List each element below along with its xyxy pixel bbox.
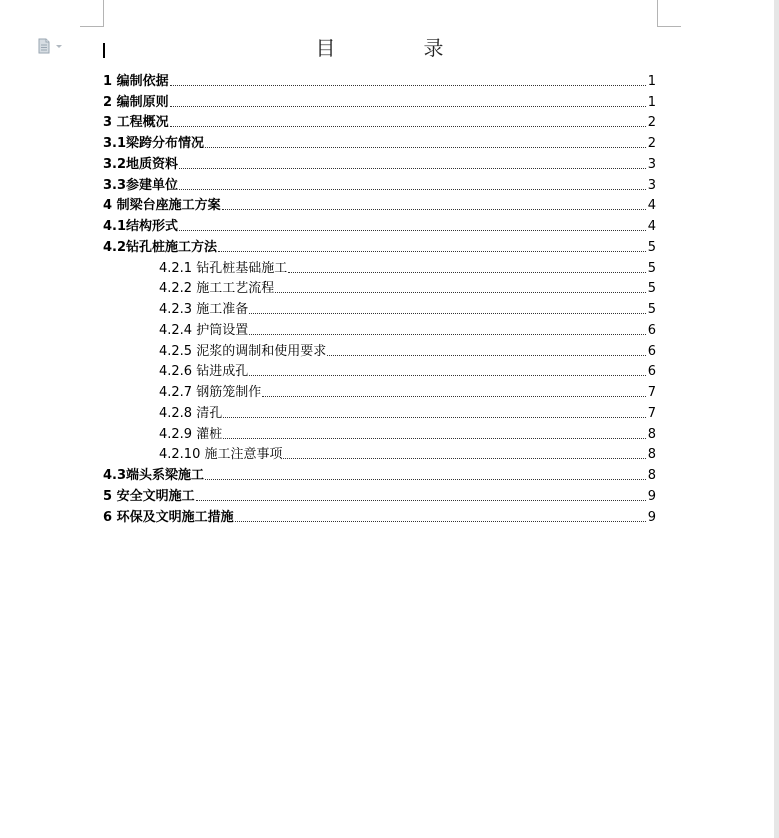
- toc-entry-label: 4.2.3 施工准备: [159, 302, 249, 317]
- page-margin-marker-top-right: [657, 0, 681, 27]
- toc-entry-page-number: 5: [647, 260, 656, 276]
- toc-entry-page-number: 5: [647, 239, 656, 255]
- toc-leader-dots: [327, 354, 646, 356]
- toc-entry-label: 4.2.9 灌桩: [159, 426, 223, 442]
- toc-entry-label: 1 编制依据: [103, 73, 169, 89]
- toc-leader-dots: [170, 125, 646, 127]
- toc-entry-page-number: 4: [647, 219, 656, 234]
- toc-entry-page-number: 3: [647, 156, 656, 172]
- toc-entry-label: 4.2.4 护筒设置: [159, 322, 249, 338]
- toc-entry[interactable]: [103, 505, 656, 526]
- document-icon: [36, 38, 66, 54]
- toc-entry[interactable]: [103, 131, 656, 152]
- toc-entry[interactable]: [103, 463, 656, 484]
- toc-entry[interactable]: [103, 152, 656, 173]
- toc-leader-dots: [288, 271, 646, 273]
- toc-entry-label: 3.1梁跨分布情况: [103, 136, 205, 151]
- toc-leader-dots: [179, 188, 646, 190]
- toc-entry-page-number: 2: [647, 136, 656, 151]
- page-edge-shadow: [774, 0, 779, 838]
- toc-entry-label: 4.2.1 钻孔桩基础施工: [159, 260, 288, 276]
- toc-entry[interactable]: [103, 484, 656, 505]
- toc-entry-page-number: 6: [647, 343, 656, 359]
- toc-entry-page-number: 4: [647, 198, 656, 214]
- toc-leader-dots: [179, 229, 646, 231]
- toc-leader-dots: [249, 374, 646, 376]
- toc-entry-page-number: 3: [647, 177, 656, 193]
- toc-entry-page-number: 2: [647, 115, 656, 131]
- toc-leader-dots: [275, 291, 646, 293]
- toc-entry[interactable]: [103, 235, 656, 256]
- toc-entry[interactable]: [103, 401, 656, 422]
- toc-leader-dots: [170, 84, 646, 86]
- toc-entry[interactable]: [103, 277, 656, 298]
- toc-entry-label: 6 环保及文明施工措施: [103, 509, 234, 525]
- toc-entry-page-number: 1: [647, 73, 656, 89]
- table-of-contents: [103, 69, 656, 526]
- toc-entry-page-number: 8: [647, 447, 656, 463]
- toc-entry-page-number: 9: [647, 509, 656, 525]
- toc-leader-dots: [262, 395, 646, 397]
- toc-entry-page-number: 5: [647, 281, 656, 297]
- toc-leader-dots: [196, 499, 646, 501]
- toc-entry-label: 3.3参建单位: [103, 177, 179, 193]
- toc-entry-label: 4.2.7 钢筋笼制作: [159, 385, 262, 400]
- toc-entry-page-number: 8: [647, 426, 656, 442]
- toc-leader-dots: [170, 105, 646, 107]
- toc-entry-page-number: 6: [647, 364, 656, 380]
- toc-leader-dots: [205, 146, 646, 148]
- chevron-down-icon: [56, 45, 62, 48]
- toc-entry-page-number: 1: [647, 94, 656, 110]
- toc-entry-label: 4.2钻孔桩施工方法: [103, 239, 218, 255]
- toc-leader-dots: [179, 167, 646, 169]
- toc-entry-label: 3 工程概况: [103, 115, 169, 131]
- toc-entry[interactable]: [103, 339, 656, 360]
- toc-leader-dots: [205, 478, 646, 480]
- toc-entry[interactable]: [103, 380, 656, 401]
- toc-entry-label: 4.2.5 泥浆的调制和使用要求: [159, 343, 327, 359]
- toc-entry-page-number: 8: [647, 468, 656, 483]
- toc-leader-dots: [223, 437, 646, 439]
- toc-entry-label: 3.2地质资料: [103, 156, 179, 172]
- toc-leader-dots: [223, 416, 646, 418]
- toc-entry[interactable]: [103, 360, 656, 381]
- toc-entry[interactable]: [103, 422, 656, 443]
- toc-entry[interactable]: [103, 69, 656, 90]
- toc-entry-page-number: 7: [647, 385, 656, 400]
- toc-leader-dots: [283, 457, 646, 459]
- toc-entry-label: 5 安全文明施工: [103, 488, 195, 504]
- toc-leader-dots: [249, 312, 646, 314]
- toc-entry[interactable]: [103, 443, 656, 464]
- toc-entry-label: 4.3端头系梁施工: [103, 468, 205, 483]
- toc-entry-label: 4.2.6 钻进成孔: [159, 364, 249, 380]
- toc-entry-page-number: 6: [647, 322, 656, 338]
- page-title: 目 录: [315, 36, 478, 60]
- toc-entry[interactable]: [103, 111, 656, 132]
- toc-entry-label: 4.2.8 清孔: [159, 405, 223, 421]
- toc-entry[interactable]: [103, 297, 656, 318]
- toc-entry-page-number: 9: [647, 488, 656, 504]
- toc-entry[interactable]: [103, 194, 656, 215]
- toc-entry-page-number: 5: [647, 302, 656, 317]
- toc-entry[interactable]: [103, 90, 656, 111]
- toc-entry-label: 4 制梁台座施工方案: [103, 198, 221, 214]
- toc-entry-page-number: 7: [647, 405, 656, 421]
- page-margin-marker-top-left: [80, 0, 104, 27]
- toc-entry[interactable]: [103, 173, 656, 194]
- toc-entry-label: 4.2.2 施工工艺流程: [159, 281, 275, 297]
- document-menu-button[interactable]: [36, 38, 66, 54]
- toc-entry-label: 4.2.10 施工注意事项: [159, 447, 283, 463]
- toc-entry-label: 2 编制原则: [103, 94, 169, 110]
- toc-entry[interactable]: [103, 214, 656, 235]
- toc-leader-dots: [249, 333, 646, 335]
- toc-entry[interactable]: [103, 318, 656, 339]
- toc-entry-label: 4.1结构形式: [103, 219, 179, 234]
- toc-leader-dots: [235, 520, 646, 522]
- toc-leader-dots: [222, 208, 646, 210]
- toc-entry[interactable]: [103, 256, 656, 277]
- toc-leader-dots: [218, 250, 646, 252]
